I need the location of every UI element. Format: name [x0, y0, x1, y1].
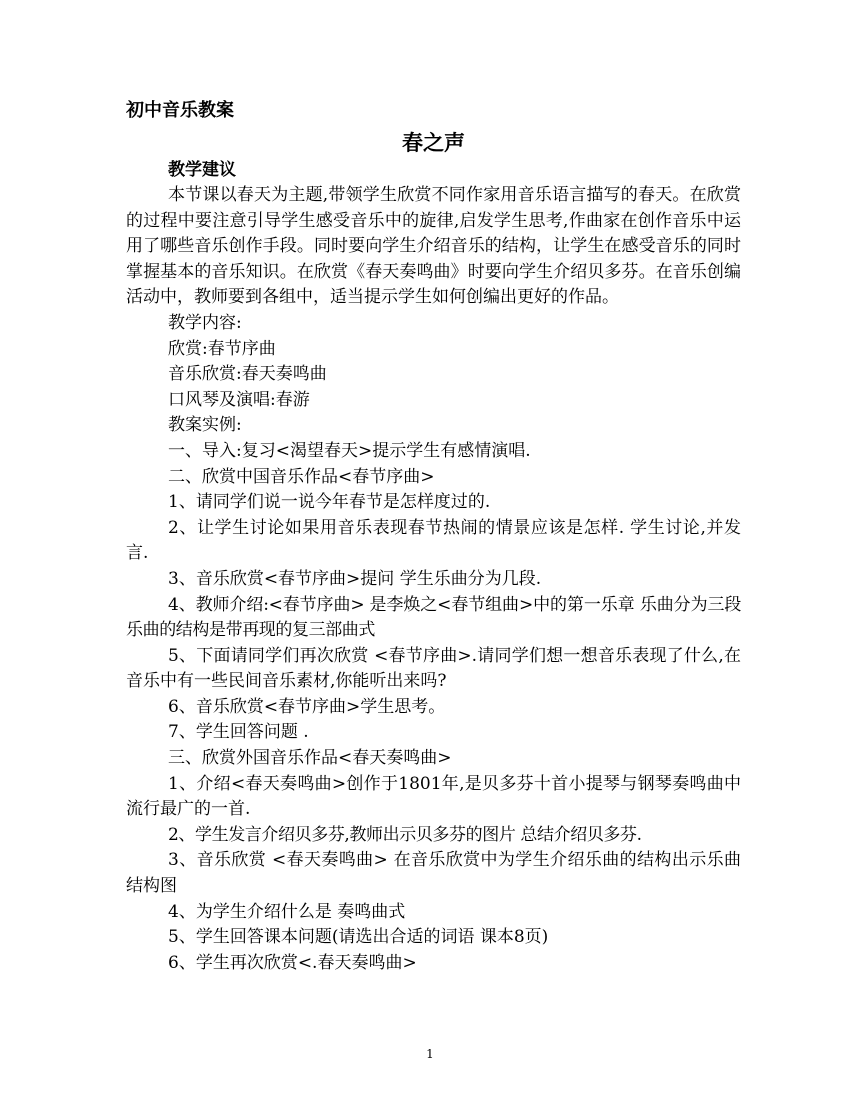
page-number: 1 [426, 1047, 434, 1061]
step-item: 3、音乐欣赏<春节序曲>提问 学生乐曲分为几段. [168, 568, 542, 589]
content-item: 音乐欣赏:春天奏鸣曲 [168, 364, 327, 385]
example-label: 教案实例: [168, 415, 242, 436]
intro-paragraph: 本节课以春天为主题,带领学生欣赏不同作家用音乐语言描写的春天。在欣赏的过程中要注意引导学生感受音乐中的旋律,启发学生思考,作曲家在创作音乐中运用了哪些音乐创作手段。同时要向学生介绍音乐的结构，让学生在感受音乐的同时掌握基本的音乐知识。在欣赏《春天奏鸣曲》时要向学生介绍贝多芬。在音乐创编活动中，教师要到各组中，适当提示学生如何创编出更好的作品。 [126, 185, 741, 308]
step-item: 3、音乐欣赏 <春天奏鸣曲> 在音乐欣赏中为学生介绍乐曲的结构出示乐曲结构图 [126, 850, 741, 897]
step-item: 6、音乐欣赏<春节序曲>学生思考。 [168, 696, 446, 717]
section-heading: 教学建议 [168, 160, 236, 180]
step-item: 5、下面请同学们再次欣赏 <春节序曲>.请同学们想一想音乐表现了什么,在音乐中有一些民间音乐素材,你能听出来吗? [126, 645, 741, 692]
step-heading: 三、欣赏外国音乐作品<春天奏鸣曲> [168, 748, 452, 769]
step-heading: 二、欣赏中国音乐作品<春节序曲> [168, 466, 435, 487]
step-item: 4、为学生介绍什么是 奏鸣曲式 [168, 901, 406, 922]
step-item: 2、让学生讨论如果用音乐表现春节热闹的情景应该是怎样. 学生讨论,并发言. [126, 517, 741, 564]
step-item: 1、请同学们说一说今年春节是怎样度过的. [168, 492, 491, 513]
step-item: 5、学生回答课本问题(请选出合适的词语 课本8页) [168, 927, 549, 948]
document-title: 春之声 [402, 131, 465, 155]
step-item: 7、学生回答问题 . [168, 722, 309, 743]
step-item: 4、教师介绍:<春节序曲> 是李焕之<春节组曲>中的第一乐章 乐曲分为三段 乐曲的结构是带再现的复三部曲式 [126, 594, 741, 641]
content-item: 欣赏:春节序曲 [168, 338, 276, 359]
step-item: 2、学生发言介绍贝多芬,教师出示贝多芬的图片 总结介绍贝多芬. [168, 824, 642, 845]
document-header: 初中音乐教案 [126, 100, 234, 121]
step-heading: 一、导入:复习<渴望春天>提示学生有感情演唱. [168, 440, 531, 461]
step-item: 1、介绍<春天奏鸣曲>创作于1801年,是贝多芬十首小提琴与钢琴奏鸣曲中流行最广的一首. [126, 773, 741, 820]
content-label: 教学内容: [168, 312, 242, 333]
step-item: 6、学生再次欣赏<.春天奏鸣曲> [168, 952, 417, 973]
content-item: 口风琴及演唱:春游 [168, 389, 310, 410]
document-page [126, 98, 741, 976]
